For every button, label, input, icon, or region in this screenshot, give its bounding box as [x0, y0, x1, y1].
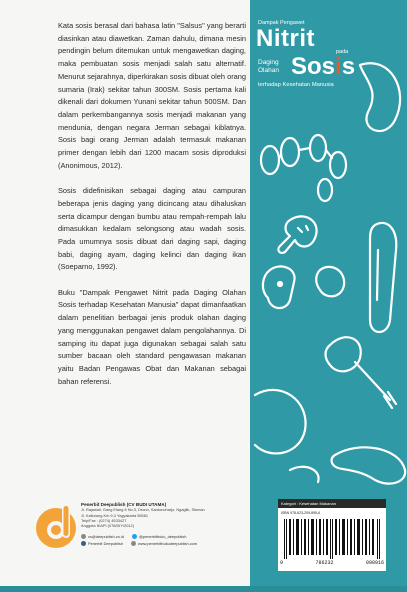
publisher-logo [33, 500, 79, 552]
social-row-1 [81, 534, 251, 539]
barcode [284, 519, 380, 559]
paragraph-2: Sosis didefinisikan sebagai daging atau campuran beberapa jenis daging yang dicincang atau dihaluskan serta dicampur dengan bumbu atau rempah-rempah lalu dimasukkan kedalam selongsong atau wadah sosis. Pada umumnya sosis dibuat dari daging sapi, daging babi, daging ayam, daging kelinci dan daging ikan (Soeparno, 1992). [58, 186, 246, 272]
title-daging-word: Daging [258, 59, 279, 66]
globe-icon [131, 541, 136, 546]
description-text [58, 20, 246, 401]
email-icon [81, 534, 86, 539]
email-contact[interactable]: cs@deepublish.co.id [81, 534, 124, 539]
barcode-group-1: 786232 [315, 560, 334, 566]
facebook-icon [81, 541, 86, 546]
isbn-number: ISBN 978-623-209-895-6 [281, 511, 321, 515]
category-label: Kategori : Kesehatan Makanan [278, 499, 386, 508]
title-sosis-part-c: s [341, 53, 356, 80]
barcode-first-digit: 9 [280, 560, 284, 566]
publisher-details [81, 502, 251, 528]
paragraph-3: Buku "Dampak Pengawet Nitrit pada Daging Olahan Sosis terhadap Kesehatan Manusia" dapat dimanfaatkan dalam penelitian berbagai jenis produk olahan daging yang menggunakan pengawet dalam pengolahannya. Di samping itu dapat juga digunakan sebagai salah satu sumber bacaan oleh standard pengawasan makanan yaitu Badan Pengawas Obat dan Makanan sebagai bahan referensi. [58, 287, 246, 386]
title-subtitle: terhadap Kesehatan Manusia [258, 82, 334, 88]
barcode-digits [280, 560, 384, 566]
title-olahan-word: Olahan [258, 66, 279, 74]
title-sosis-part-b: i [335, 53, 342, 80]
twitter-contact[interactable]: @penerbitbuku_deepublish [132, 534, 186, 539]
publisher-name: Penerbit Deepublish (CV BUDI UTAMA) [81, 502, 167, 507]
publisher-membership: Anggota IKAPI (076/DIY/2012) [81, 523, 134, 529]
title-top-line: Dampak Pengawet [258, 20, 305, 26]
publisher-address-2: Jl. Kaliurang Km 9,3 Yogyakarta 55581 [81, 512, 149, 518]
barcode-group-2: 098916 [365, 560, 384, 566]
title-pada: pada [336, 49, 349, 55]
title-sosis-part-a: Sos [291, 53, 336, 80]
title-nitrit: Nitrit [256, 25, 315, 52]
bottom-strip [0, 586, 407, 592]
isbn-box [278, 499, 386, 571]
paragraph-1: Kata sosis berasal dari bahasa latin "Salsus" yang berarti diasinkan atau diawetkan. Zaman dahulu, dimana mesin pendingin belum ditemukan untuk mengawetkan daging, maka pembuatan sosis menjadi salah satu alternatif. Menurut sejarahnya, diperkirakan sosis dibuat oleh orang sumaria (Irak) sekitar tahun 300SM. Sosis pertama kali dikenali dari dokumen Yunani sekitar tahun 500SM. Dan dalam perkembangannya sosis menjadi makanan yang mendunia, dengan negara Jerman sebagai kiblatnya. Sosis bagi orang Jerman adalah termasuk makanan primer dengan lebih dari 1200 macam sosis diproduksi (Anonimous, 2012). [58, 21, 246, 170]
twitter-icon [132, 534, 137, 539]
publisher-phone: Telp/Fax : (0274) 4533427 [81, 517, 127, 523]
publisher-block [33, 500, 248, 570]
publisher-address-1: Jl. Rajawali, Gang Elang 6 No.3, Drono, Sardonoharjo, Ngaglik, Sleman [81, 507, 205, 513]
facebook-contact[interactable]: Penerbit Deepublish [81, 541, 123, 546]
title-daging-olahan [258, 59, 279, 74]
social-row-2 [81, 541, 251, 546]
title-sosis [291, 55, 355, 79]
website-contact[interactable]: www.penerbitbukudeepublish.com [131, 541, 197, 546]
